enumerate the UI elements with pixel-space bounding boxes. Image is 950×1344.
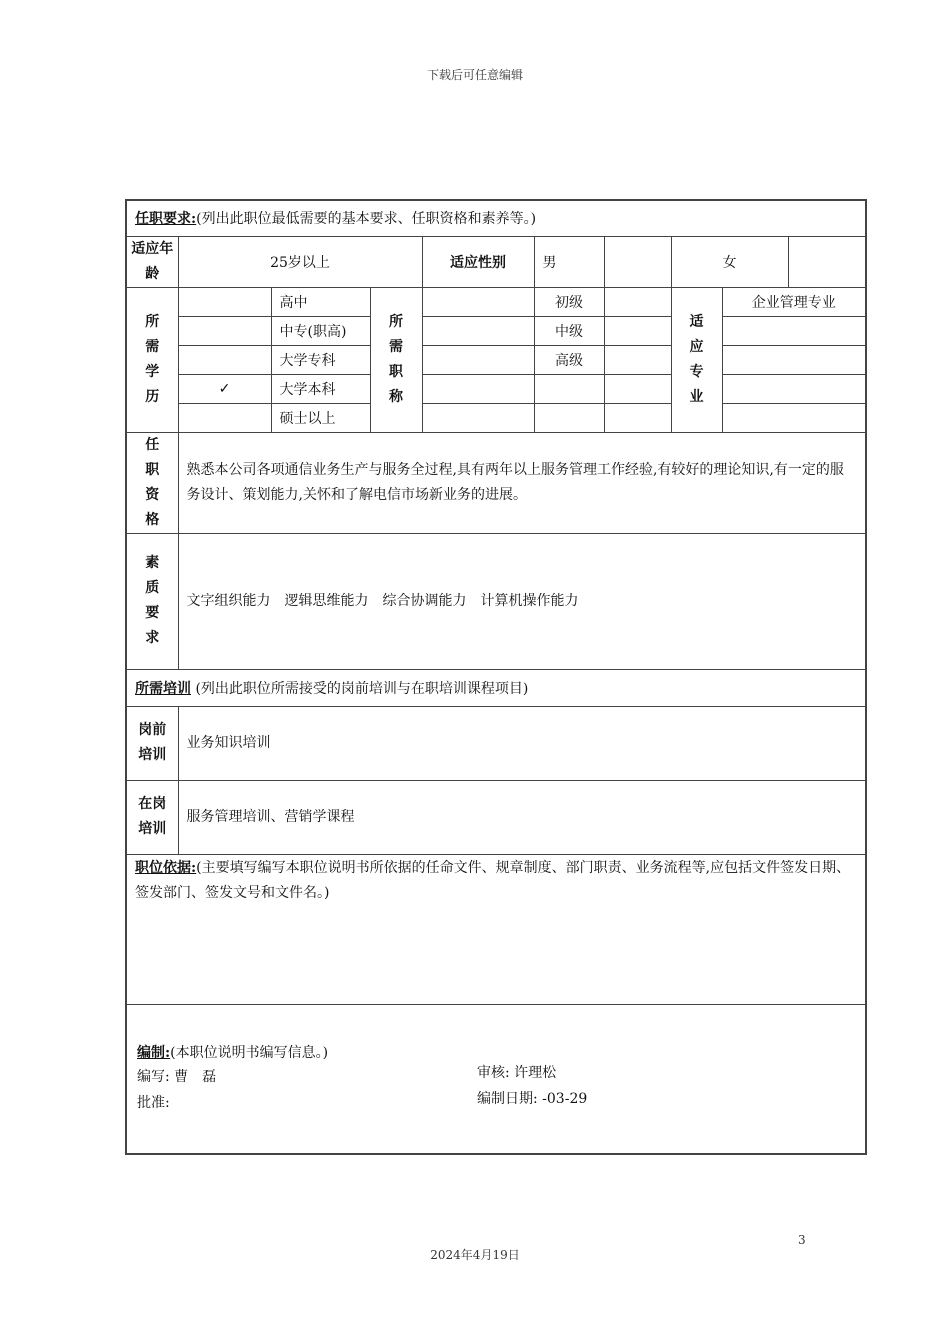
training-note: (列出此职位所需接受的岗前培训与在职培训课程项目) xyxy=(191,680,529,697)
gender-male: 男 xyxy=(534,236,604,287)
reviewer: 审核: 许理松 xyxy=(477,1064,557,1081)
quality-text: 文字组织能力 逻辑思维能力 综合协调能力 计算机操作能力 xyxy=(178,533,866,669)
education-label: 所需学历 xyxy=(126,287,178,432)
title-blank-4 xyxy=(422,403,534,432)
major-value: 企业管理专业 xyxy=(722,287,866,316)
education-option: 中专(职高) xyxy=(271,316,370,345)
quality-label: 素质要求 xyxy=(126,533,178,669)
major-blank-3 xyxy=(722,374,866,403)
title-blank-1 xyxy=(422,316,534,345)
title-blank-3 xyxy=(422,374,534,403)
pre-training-label: 岗前培训 xyxy=(126,706,178,780)
qualification-label: 任职资格 xyxy=(126,432,178,533)
title-level: 初级 xyxy=(534,287,604,316)
basis-note: (主要填写编写本职位说明书所依据的任命文件、规章制度、部门职责、业务流程等,应包括文件签发日期、签发部门、签发文号和文件名。) xyxy=(135,859,851,901)
pre-training-value: 业务知识培训 xyxy=(178,706,866,780)
training-row xyxy=(126,669,866,706)
title-level: 中级 xyxy=(534,316,604,345)
title-check-1 xyxy=(604,316,671,345)
title-level-blank xyxy=(534,403,604,432)
title-check-2 xyxy=(604,345,671,374)
education-option: 高中 xyxy=(271,287,370,316)
education-option: 硕士以上 xyxy=(271,403,370,432)
education-option: 大学本科 xyxy=(271,374,370,403)
major-label: 适应专业 xyxy=(671,287,722,432)
gender-female: 女 xyxy=(671,236,788,287)
major-blank-1 xyxy=(722,316,866,345)
title-level: 高级 xyxy=(534,345,604,374)
basis-row xyxy=(126,854,866,1004)
gender-female-box xyxy=(788,236,866,287)
title-check-4 xyxy=(604,403,671,432)
education-check-4 xyxy=(178,403,271,432)
major-blank-2 xyxy=(722,345,866,374)
requirements-note: (列出此职位最低需要的基本要求、任职资格和素养等。) xyxy=(196,211,537,228)
signature-block xyxy=(127,1065,865,1115)
page-header: 下载后可任意编辑 xyxy=(426,68,523,82)
approver: 批准: xyxy=(137,1094,170,1111)
major-blank-4 xyxy=(722,403,866,432)
title-blank-0 xyxy=(422,287,534,316)
gender-male-box xyxy=(604,236,671,287)
education-checkmark-icon: ✓ xyxy=(178,374,271,403)
title-check-0 xyxy=(604,287,671,316)
training-heading: 所需培训 xyxy=(135,680,191,697)
gender-label: 适应性别 xyxy=(422,236,534,287)
compile-note: (本职位说明书编写信息。) xyxy=(170,1044,329,1061)
job-description-form xyxy=(125,199,867,1155)
title-label: 所需职称 xyxy=(370,287,422,432)
education-check-1 xyxy=(178,316,271,345)
education-option: 大学专科 xyxy=(271,345,370,374)
on-job-training-label: 在岗培训 xyxy=(126,780,178,854)
compile-heading: 编制: xyxy=(137,1044,171,1061)
compile-date: 编制日期: -03-29 xyxy=(477,1090,588,1107)
compile-row xyxy=(126,1004,866,1154)
age-value: 25岁以上 xyxy=(178,236,422,287)
basis-heading: 职位依据: xyxy=(135,859,197,876)
requirements-row xyxy=(126,200,866,236)
on-job-training-value: 服务管理培训、营销学课程 xyxy=(178,780,866,854)
title-level-blank xyxy=(534,374,604,403)
title-blank-2 xyxy=(422,345,534,374)
writer: 编写: 曹 磊 xyxy=(137,1068,217,1085)
requirements-heading: 任职要求: xyxy=(135,211,197,228)
age-label: 适应年龄 xyxy=(126,236,178,287)
page-number: 3 xyxy=(798,1233,806,1247)
education-check-2 xyxy=(178,345,271,374)
page-footer-date: 2024年4月19日 xyxy=(430,1248,520,1262)
qualification-text: 熟悉本公司各项通信业务生产与服务全过程,具有两年以上服务管理工作经验,有较好的理论知识,有一定的服务设计、策划能力,关怀和了解电信市场新业务的进展。 xyxy=(178,432,866,533)
education-check-0 xyxy=(178,287,271,316)
title-check-3 xyxy=(604,374,671,403)
